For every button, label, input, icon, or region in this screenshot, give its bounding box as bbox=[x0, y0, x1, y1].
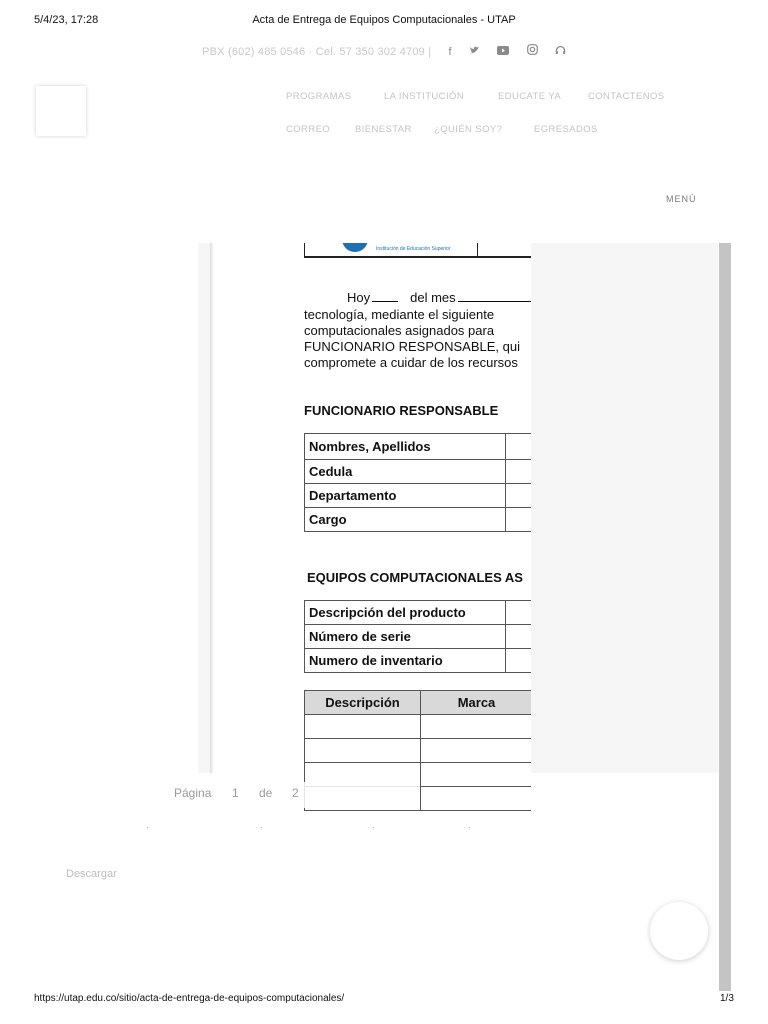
section-equipos-title: EQUIPOS COMPUTACIONALES AS bbox=[307, 570, 523, 585]
nav-contactenos[interactable]: CONTACTENOS bbox=[588, 91, 665, 102]
paragraph-line-3: computacionales asignados para bbox=[304, 323, 495, 338]
institution-logo-icon bbox=[342, 243, 368, 252]
download-link[interactable]: Descargar bbox=[66, 868, 117, 880]
headphones-icon[interactable] bbox=[555, 45, 566, 58]
paragraph-line-4: FUNCIONARIO RESPONSABLE, qui bbox=[304, 339, 520, 354]
table-row: Departamento bbox=[305, 484, 506, 508]
floating-action-button[interactable] bbox=[650, 902, 708, 960]
nav-egresados[interactable]: EGRESADOS bbox=[534, 124, 598, 135]
header-box-left bbox=[304, 243, 305, 257]
nav-quien-soy[interactable]: ¿QUIÉN SOY? bbox=[434, 124, 503, 135]
print-date: 5/4/23, 17:28 bbox=[34, 14, 99, 26]
twitter-icon[interactable] bbox=[469, 45, 480, 58]
logo-caption: Institución de Educación Superior bbox=[376, 246, 451, 252]
section-funcionario-title: FUNCIONARIO RESPONSABLE bbox=[304, 403, 499, 418]
table-row: Cedula bbox=[305, 460, 506, 484]
pdf-page bbox=[214, 243, 531, 816]
divider-dot: · bbox=[372, 823, 375, 832]
facebook-icon[interactable]: f bbox=[448, 46, 452, 58]
table-header-descripcion: Descripción bbox=[305, 691, 421, 715]
table-row: Descripción del producto bbox=[305, 601, 506, 625]
table-row: Numero de inventario bbox=[305, 649, 506, 673]
equipos-table bbox=[304, 600, 531, 673]
funcionario-table bbox=[304, 433, 531, 532]
paragraph-line-2: tecnología, mediante el siguiente bbox=[304, 307, 495, 322]
viewer-scrollbar[interactable] bbox=[719, 243, 731, 991]
instagram-icon[interactable] bbox=[527, 44, 538, 58]
divider-dot: · bbox=[468, 823, 471, 832]
youtube-icon[interactable] bbox=[497, 46, 509, 58]
print-page-number: 1/3 bbox=[720, 993, 734, 1004]
divider-dot: · bbox=[260, 823, 263, 832]
site-logo[interactable] bbox=[36, 86, 86, 136]
header-box-bottom bbox=[304, 256, 531, 258]
table-row: Cargo bbox=[305, 508, 506, 532]
table-row: Número de serie bbox=[305, 625, 506, 649]
table-header-marca: Marca bbox=[421, 691, 532, 715]
divider-dot: · bbox=[146, 823, 149, 832]
contact-text: PBX (602) 485 0546 · Cel. 57 350 302 4709 | bbox=[202, 46, 432, 58]
header-box-divider bbox=[477, 243, 478, 257]
nav-educate-ya[interactable]: EDUCATE YA bbox=[498, 91, 562, 102]
paragraph-line-1: Hoy del mes bbox=[347, 290, 531, 306]
nav-bienestar[interactable]: BIENESTAR bbox=[355, 124, 412, 135]
pager-overlay bbox=[300, 782, 420, 808]
pager-current[interactable]: 1 bbox=[232, 786, 239, 800]
pager-total: 2 bbox=[292, 786, 299, 800]
pager-of: de bbox=[259, 786, 273, 800]
nav-programas[interactable]: PROGRAMAS bbox=[286, 91, 352, 102]
print-title: Acta de Entrega de Equipos Computacionales - UTAP bbox=[252, 14, 516, 26]
table-row: Nombres, Apellidos bbox=[305, 434, 506, 460]
pager-label: Página bbox=[174, 786, 212, 800]
contact-bar bbox=[0, 44, 768, 58]
paragraph-line-5: compromete a cuidar de los recursos bbox=[304, 355, 518, 370]
print-url: https://utap.edu.co/sitio/acta-de-entrega-de-equipos-computacionales/ bbox=[34, 993, 345, 1004]
nav-correo[interactable]: CORREO bbox=[286, 124, 331, 135]
menu-button[interactable]: MENÚ bbox=[666, 194, 697, 204]
nav-la-institucion[interactable]: LA INSTITUCIÓN bbox=[384, 91, 465, 102]
